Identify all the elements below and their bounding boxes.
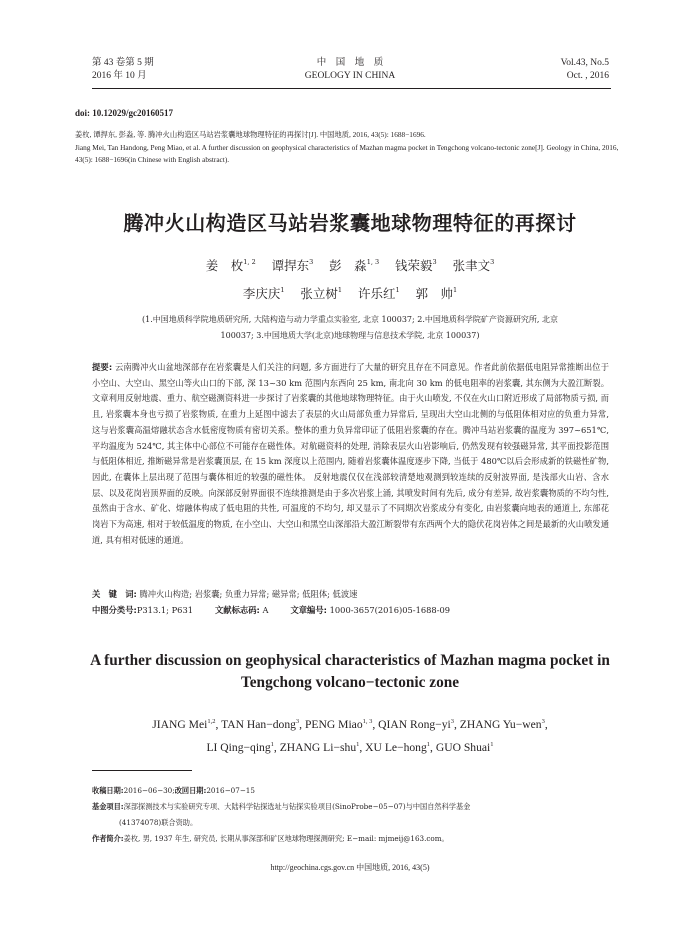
paper-title-en xyxy=(40,650,660,694)
author-list-en-line-1: JIANG Mei$^{1,2}$, TAN Han−dong$^3$, PENG Miao$^{1, 3}$, QIAN $Rong-yi^3$, ZHANG Yu−wen$^3$, xyxy=(152,718,548,731)
author-name: 姜 枚 xyxy=(205,258,244,273)
author-name: 钱荣毅 xyxy=(395,258,433,273)
author-affiliation-mark: 1 xyxy=(280,286,285,294)
abstract-text: 云南腾冲火山盆地深部存在岩浆囊是人们关注的问题, 多方面进行了大量的研究且存在不同意见。作者此前依据低电阻异常推断出位于小空山、大空山、黑空山等火山口的下部, 深 13~30 km 范围内东西向 25 km, 南北向 30 km 的低电阻率的岩浆囊, 其东侧为大盈江断裂。文章利用反射地震、重力、航空磁测资料进一步探讨了岩浆囊的其他地球物理特征。由于火山喷发, 不仅在火山口附近形成了局部物质亏损, 而且, 岩浆囊本身也亏损了岩浆物质, 在重力上延图中滤去了表层的火山局部负重力异常后, 呈现出大空山北侧的与低阻体相对应的负重力异常, 这与岩浆囊高温熔融状态含水低密度物质有密切关系。整体的重力负异常印证了低阻岩浆囊的存在。腾冲马站岩浆囊的温度为 397~651℃, 平均温度为 524℃, 其主体中心部位不可能存在磁性体。对航磁资料的处理, 消除表层火山岩影响后, 仍然发现有较强磁异常, 其平面投影范围与低阻体相近, 推断磁异常是岩浆囊顶层, 在 15 km 深度以上范围内, 随着岩浆囊体温度逐步下降, 当低于 480℃以后会形成新的铁磁性矿物, 因此, 在囊体上层出现了范围与囊体相近的较强的磁性体。 反射地震仅仅在浅部较清楚地观测到较连续的反射波界面, 是浅部火山岩、含水层、以及花岗岩顶界面的反映。向深部反射界面很不连续推测是由于多次岩浆上涌, 其喷发时间有先后, 成分有差异, 故岩浆囊物质的不均匀性, 虽然由于含水、矿化、熔融体构成了低电阻的共性, 可温度的不均匀, 却又显示了不同期次岩浆成分有变化, 由岩浆囊向地表的通道上, 东部花岗岩下为高速, 相对于较低温度的物质, 在小空山、大空山和黑空山深部沿大盈江断裂带有东西两个大的隐伏花岗岩体之间是最新的火山喷发通道, 具有相对低速的通道。 xyxy=(92,362,610,545)
author-affiliation-mark: 3 xyxy=(432,258,437,266)
affiliations-cn xyxy=(90,312,610,344)
author-affiliation-mark: 1,2 xyxy=(207,718,216,725)
funding-text: 深部探测技术与实验研究专项、大陆科学钻探选址与钻探实验项目(SinoProbe−05−07)与中国自然科学基金 xyxy=(123,802,471,811)
article-id-label: 文章编号: xyxy=(290,605,327,615)
author-name-en: PENG Miao xyxy=(304,718,363,731)
author-name: 郭 帅 xyxy=(415,286,454,301)
doi: doi: 10.12029/gc20160517 xyxy=(75,108,173,118)
author-name-en: GUO Shuai xyxy=(435,741,491,754)
author-affiliation-mark: 1, 3 xyxy=(366,258,380,266)
author-affiliation-mark: 1 xyxy=(490,741,494,748)
footnote-author-bio xyxy=(92,832,612,845)
header-rule xyxy=(92,88,611,89)
author-name: 张立树 xyxy=(300,286,338,301)
clc-label: 中图分类号: xyxy=(92,605,137,615)
affiliations-cn-line-2: 100037; 3.中国地质大学(北京)地球物理与信息技术学院, 北京 100037) xyxy=(220,331,480,340)
author-name: 张聿文 xyxy=(452,258,491,273)
author-bio-label: 作者简介: xyxy=(92,834,124,843)
author-affiliation-mark: 1 xyxy=(453,286,458,294)
author-affiliation-mark: 1, 3 xyxy=(362,718,373,725)
author-list-cn-line-1 xyxy=(0,256,700,274)
funding-label: 基金项目: xyxy=(92,802,124,811)
footnote-rule xyxy=(92,770,192,771)
author-name-en: ZHANG Li−shu xyxy=(279,741,357,754)
journal-name-en: GEOLOGY IN CHINA xyxy=(304,71,396,81)
paper-title-cn: 腾冲火山构造区马站岩浆囊地球物理特征的再探讨 xyxy=(123,211,577,235)
volume-en: Vol.43, No.5 xyxy=(560,58,609,68)
author-name: 李庆庆 xyxy=(242,286,281,301)
author-name: 谭捍东 xyxy=(271,258,310,273)
author-affiliation-mark: 3 xyxy=(309,258,314,266)
received-date: 2016−06−30; xyxy=(123,786,175,795)
received-label: 收稿日期: xyxy=(92,786,124,795)
author-affiliation-mark: 1 xyxy=(337,286,343,294)
citation-en: Jiang Mei, Tan Handong, Peng Miao, et al. A further discussion on geophysical characteristics of Mazhan magma pocket in Tengchong volcano-tectonic zone[J]. Geology in China, 2016, 43(5): 1688−1696(in Chinese with English abstract). xyxy=(75,143,619,164)
author-list-cn-line-2 xyxy=(0,284,700,302)
citation-cn: 姜枚, 谭捍东, 彭淼, 等. 腾冲火山构造区马站岩浆囊地球物理特征的再探讨[J]. 中国地质, 2016, 43(5): 1688−1696. xyxy=(75,130,426,139)
footnote-funding-cont: (41374078)联合资助。 xyxy=(119,818,198,827)
clc-number: P313.1; P631 xyxy=(136,605,193,615)
revised-label: 改回日期: xyxy=(174,786,207,795)
author-bio-text: 姜枚, 男, 1937 年生, 研究员, 长期从事深部和矿区地球物理探测研究; E−mail: mjmeij@163.com。 xyxy=(123,834,449,843)
affiliations-cn-line-1: (1.中国地质科学院地质研究所, 大陆构造与动力学重点实验室, 北京 100037; 2.中国地质科学院矿产资源研究所, 北京 xyxy=(142,315,558,324)
doc-code: A xyxy=(259,605,269,615)
volume-cn: 第 43 卷第 5 期 xyxy=(92,58,154,68)
page-footer: http://geochina.cgs.gov.cn 中国地质, 2016, 43(5) xyxy=(270,863,430,872)
author-name-en: TAN Han−dong xyxy=(221,718,296,731)
paper-title-en-line-2: Tengchong volcano−tectonic zone xyxy=(240,674,460,691)
author-affiliation-mark: 1, 2 xyxy=(243,258,256,266)
paper-title-en-line-1: A further discussion on geophysical characteristics of Mazhan magma pocket in xyxy=(90,652,610,669)
keywords-label: 关 键 词: xyxy=(92,589,137,599)
date-en: Oct. , 2016 xyxy=(566,71,609,81)
abstract-label: 提要: xyxy=(92,362,113,372)
running-header-right xyxy=(561,57,609,83)
abstract-cn xyxy=(92,360,609,548)
date-cn: 2016 年 10 月 xyxy=(92,71,147,81)
keywords-cn xyxy=(92,587,609,602)
author-affiliation-mark: 3 xyxy=(541,718,545,725)
author-name-en: ZHANG Yu−wen xyxy=(459,718,542,731)
author-name: 彭 淼 xyxy=(329,258,367,273)
author-name: 许乐红 xyxy=(357,286,396,301)
author-affiliation-mark: 3 xyxy=(295,718,300,725)
author-affiliation-mark: 3 xyxy=(490,258,495,266)
footnote-dates xyxy=(92,784,612,797)
author-name-en: QIAN Rong−yi xyxy=(378,718,451,731)
author-name-en: LI Qing−qing xyxy=(206,741,271,754)
footnote-funding xyxy=(92,800,612,813)
author-list-en-line-2: LI Qing−qing$^1$, ZHANG Li−shu$^1$, XU Le−hong$^1$, GUO Shuai$^1$ xyxy=(206,741,494,754)
revised-date: 2016−07−15 xyxy=(206,786,255,795)
author-affiliation-mark: 1 xyxy=(356,741,360,748)
author-affiliation-mark: 1 xyxy=(395,286,400,294)
author-name-en: XU Le−hong xyxy=(365,741,427,754)
keywords-text: 腾冲火山构造; 岩浆囊; 负重力异常; 磁异常; 低阻体; 低波速 xyxy=(136,589,358,599)
article-id: 1000-3657(2016)05-1688-09 xyxy=(326,605,451,615)
author-name-en: JIANG Mei xyxy=(152,718,208,731)
author-list-en xyxy=(40,712,660,758)
classification-line xyxy=(92,603,609,618)
doc-code-label: 文献标志码: xyxy=(215,605,260,615)
journal-name-cn: 中 国 地 质 xyxy=(316,58,384,68)
author-affiliation-mark: 3 xyxy=(450,718,454,725)
author-affiliation-mark: 1 xyxy=(426,741,431,748)
author-affiliation-mark: 1 xyxy=(270,741,274,748)
